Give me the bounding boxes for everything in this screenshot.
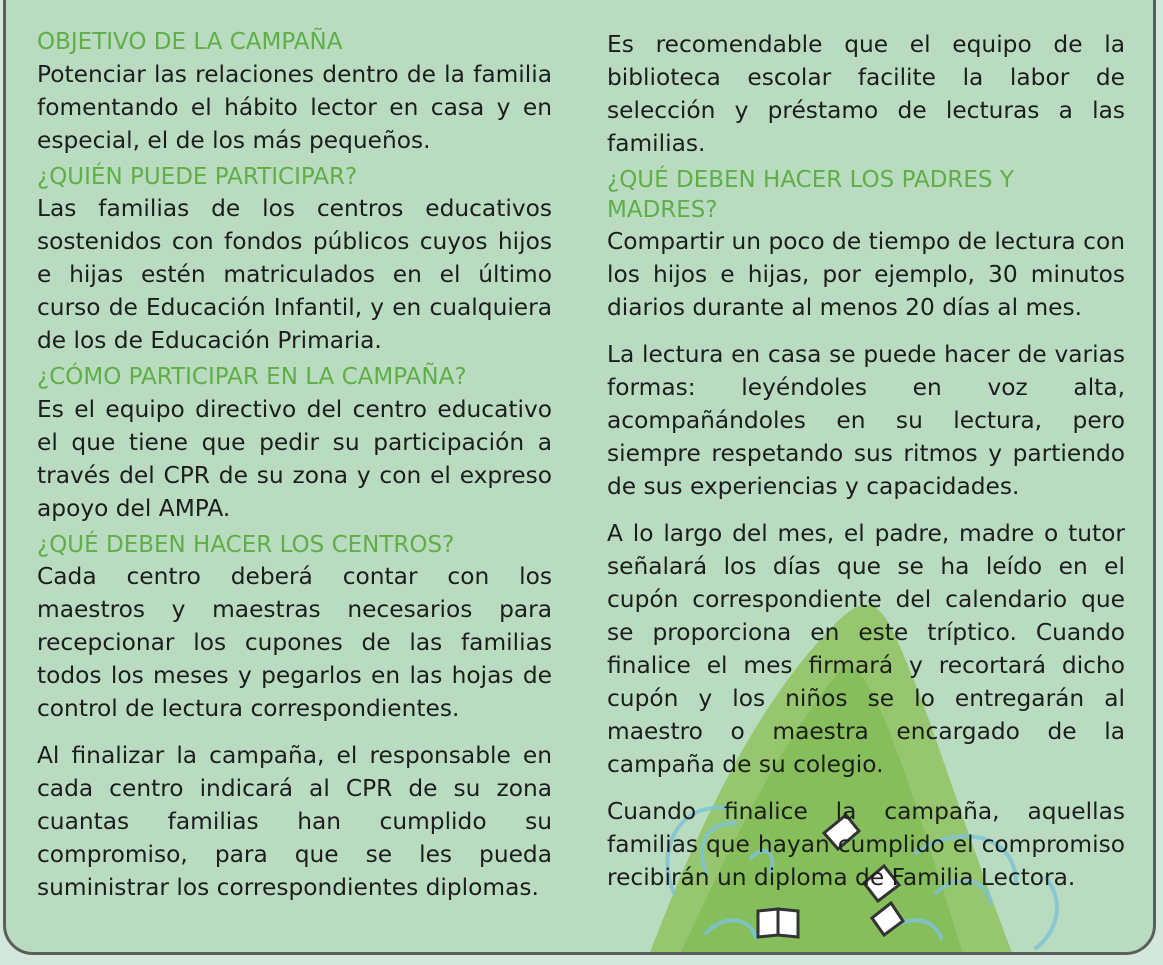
parents-text-4: Cuando finalice la campaña, aquellas familias que hayan cumplido el compromiso recibirán un diploma de Familia Lectora. [607,798,1125,891]
paragraph-gap [607,781,1125,795]
objective-text: Potenciar las relaciones dentro de la familia fomentando el hábito lector en casa y en especial, el de los más pequeños. [37,60,552,154]
who-heading: ¿QUIÉN PUEDE PARTICIPAR? [37,163,358,190]
how-text: Es el equipo directivo del centro educativo el que tiene que pedir su participación a través del CPR de su zona y con el expreso apoyo del AMPA. [37,395,552,522]
campaign-info-panel [3,0,1156,955]
objective-heading: OBJETIVO DE LA CAMPAÑA [37,29,343,55]
paragraph-gap [607,324,1125,338]
right-column [607,28,1125,894]
who-text: Las familias de los centros educativos sostenidos con fondos públicos cuyos hijos e hijas estén matriculados en el último curso de Educación Infantil, y en cualquiera de los de Educación Primaria. [37,195,552,354]
how-heading: ¿CÓMO PARTICIPAR EN LA CAMPAÑA? [37,364,467,390]
centers-heading: ¿QUÉ DEBEN HACER LOS CENTROS? [37,531,455,558]
parents-text-1: Compartir un poco de tiempo de lectura con los hijos e hijas, por ejemplo, 30 minutos diarios durante al menos 20 días al mes. [607,228,1125,321]
library-intro-text: Es recomendable que el equipo de la biblioteca escolar facilite la labor de selección y préstamo de lecturas a las familias. [607,31,1125,157]
parents-text-2: La lectura en casa se puede hacer de varias formas: leyéndoles en voz alta, acompañándoles en su lectura, pero siempre respetando sus ritmos y partiendo de sus experiencias y capacidades. [607,341,1125,500]
paragraph-gap [37,725,552,739]
parents-text-3: A lo largo del mes, el padre, madre o tutor señalará los días que se ha leído en el cupón correspondiente del calendario que se proporciona en este tríptico. Cuando finalice el mes firmará y recortará dicho cupón y los niños se lo entregarán al maestro o maestra encargado de la campaña de su colegio. [607,520,1125,778]
paragraph-gap [607,503,1125,517]
parents-heading: ¿QUÉ DEBEN HACER LOS PADRES Y MADRES? [607,167,1014,223]
left-column [37,28,552,904]
centers-text-2: Al finalizar la campaña, el responsable en cada centro indicará al CPR de su zona cuantas familias han cumplido su compromiso, para que se les pueda suministrar los correspondientes diplomas. [37,742,552,901]
centers-text-1: Cada centro deberá contar con los maestros y maestras necesarios para recepcionar los cupones de las familias todos los meses y pegarlos en las hojas de control de lectura correspondientes. [37,563,552,722]
